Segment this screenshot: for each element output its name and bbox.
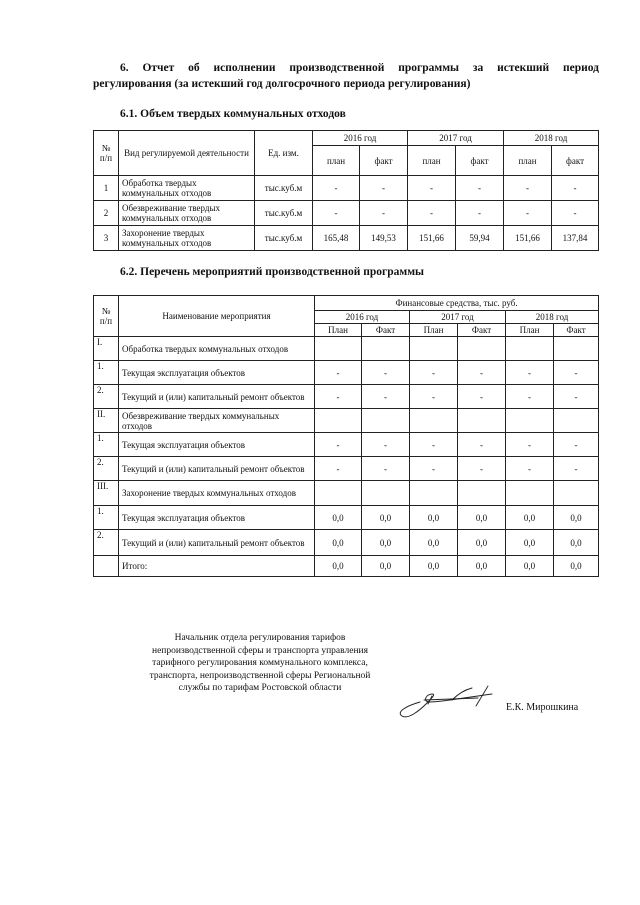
header-fact: факт bbox=[552, 146, 599, 176]
cell-value bbox=[506, 337, 554, 361]
header-year: 2018 год bbox=[504, 131, 599, 146]
handwritten-signature bbox=[392, 680, 502, 722]
header-plan: план bbox=[504, 146, 552, 176]
cell-value bbox=[362, 481, 410, 506]
row-measure: Текущий и (или) капитальный ремонт объектов bbox=[119, 457, 315, 481]
header-plan: план bbox=[313, 146, 360, 176]
table-row bbox=[94, 506, 599, 530]
cell-value: - bbox=[554, 385, 599, 409]
program-measures-table bbox=[93, 295, 599, 577]
cell-value: 149,53 bbox=[360, 226, 408, 251]
table-row bbox=[94, 457, 599, 481]
row-num: 1. bbox=[94, 361, 119, 385]
row-num: III. bbox=[94, 481, 119, 506]
cell-value: - bbox=[458, 385, 506, 409]
cell-value bbox=[315, 481, 362, 506]
cell-value: - bbox=[410, 361, 458, 385]
cell-value: - bbox=[362, 457, 410, 481]
row-num: 2. bbox=[94, 385, 119, 409]
section-6-1-heading: 6.1. Объем твердых коммунальных отходов bbox=[120, 108, 346, 120]
row-measure: Текущий и (или) капитальный ремонт объектов bbox=[119, 385, 315, 409]
row-num: I. bbox=[94, 337, 119, 361]
signatory-name: Е.К. Мирошкина bbox=[506, 702, 579, 713]
row-unit: тыс.куб.м bbox=[255, 201, 313, 226]
cell-value: 0,0 bbox=[410, 556, 458, 577]
row-measure: Текущая эксплуатация объектов bbox=[119, 361, 315, 385]
cell-value bbox=[458, 337, 506, 361]
position-line: тарифного регулирования коммунального комплекса, bbox=[152, 658, 368, 668]
cell-value: - bbox=[504, 176, 552, 201]
position-line: непроизводственной сферы и транспорта управления bbox=[151, 645, 369, 656]
cell-value: - bbox=[408, 176, 456, 201]
row-num: 3 bbox=[94, 226, 119, 251]
table-row bbox=[94, 409, 599, 433]
cell-value: - bbox=[504, 201, 552, 226]
cell-value: - bbox=[408, 201, 456, 226]
cell-value: 0,0 bbox=[458, 556, 506, 577]
cell-value bbox=[554, 337, 599, 361]
row-unit: тыс.куб.м bbox=[255, 176, 313, 201]
cell-value: 165,48 bbox=[313, 226, 360, 251]
table-row bbox=[94, 385, 599, 409]
row-num: 2 bbox=[94, 201, 119, 226]
cell-value bbox=[410, 409, 458, 433]
cell-value bbox=[554, 481, 599, 506]
cell-value bbox=[410, 337, 458, 361]
cell-value: - bbox=[315, 433, 362, 457]
cell-value: - bbox=[554, 361, 599, 385]
cell-value: - bbox=[456, 201, 504, 226]
position-line: Начальник отдела регулирования тарифов bbox=[174, 633, 346, 643]
cell-value: 59,94 bbox=[456, 226, 504, 251]
header-plan: План bbox=[506, 324, 554, 337]
cell-value: - bbox=[410, 385, 458, 409]
position-line: транспорта, непроизводственной сферы Региональной bbox=[149, 670, 371, 681]
cell-value: - bbox=[506, 433, 554, 457]
header-plan: План bbox=[410, 324, 458, 337]
row-num: 1 bbox=[94, 176, 119, 201]
cell-value: 0,0 bbox=[458, 530, 506, 556]
header-unit: Ед. изм. bbox=[255, 131, 313, 176]
row-num: II. bbox=[94, 409, 119, 433]
table-row-total bbox=[94, 556, 599, 577]
header-plan: План bbox=[315, 324, 362, 337]
table-row bbox=[94, 481, 599, 506]
cell-value: - bbox=[552, 176, 599, 201]
header-year: 2016 год bbox=[315, 311, 410, 324]
cell-value: - bbox=[360, 201, 408, 226]
cell-value: - bbox=[313, 176, 360, 201]
row-measure: Текущая эксплуатация объектов bbox=[119, 506, 315, 530]
table-row bbox=[94, 433, 599, 457]
row-activity: Обработка твердых коммунальных отходов bbox=[119, 176, 255, 201]
cell-value: 151,66 bbox=[408, 226, 456, 251]
header-num: № п/п bbox=[94, 296, 119, 337]
header-plan: план bbox=[408, 146, 456, 176]
cell-value: 151,66 bbox=[504, 226, 552, 251]
waste-volume-table bbox=[93, 130, 599, 251]
row-activity: Захоронение твердых коммунальных отходов bbox=[119, 226, 255, 251]
row-num: 1. bbox=[94, 506, 119, 530]
cell-value: - bbox=[554, 457, 599, 481]
signatory-position bbox=[110, 632, 410, 695]
cell-value bbox=[315, 409, 362, 433]
cell-value: 0,0 bbox=[315, 506, 362, 530]
header-fact: Факт bbox=[554, 324, 599, 337]
header-fact: Факт bbox=[362, 324, 410, 337]
cell-value: - bbox=[506, 361, 554, 385]
header-finance: Финансовые средства, тыс. руб. bbox=[315, 296, 599, 311]
cell-value bbox=[506, 481, 554, 506]
cell-value bbox=[410, 481, 458, 506]
cell-value: 0,0 bbox=[506, 556, 554, 577]
cell-value: 0,0 bbox=[315, 530, 362, 556]
cell-value bbox=[554, 409, 599, 433]
cell-value: - bbox=[458, 433, 506, 457]
cell-value: 137,84 bbox=[552, 226, 599, 251]
cell-value: - bbox=[410, 457, 458, 481]
position-line: службы по тарифам Ростовской области bbox=[178, 683, 342, 693]
table-row bbox=[94, 176, 599, 201]
section-6-heading bbox=[93, 60, 599, 92]
cell-value: 0,0 bbox=[410, 506, 458, 530]
row-num: 1. bbox=[94, 433, 119, 457]
cell-value: 0,0 bbox=[506, 506, 554, 530]
cell-value: - bbox=[313, 201, 360, 226]
row-measure: Захоронение твердых коммунальных отходов bbox=[119, 481, 315, 506]
cell-value: - bbox=[362, 385, 410, 409]
row-measure: Текущая эксплуатация объектов bbox=[119, 433, 315, 457]
cell-value: - bbox=[506, 385, 554, 409]
header-year: 2016 год bbox=[313, 131, 408, 146]
row-num: 2. bbox=[94, 457, 119, 481]
cell-value: 0,0 bbox=[362, 530, 410, 556]
header-fact: факт bbox=[360, 146, 408, 176]
cell-value: 0,0 bbox=[506, 530, 554, 556]
table-row bbox=[94, 530, 599, 556]
header-activity: Вид регулируемой деятельности bbox=[119, 131, 255, 176]
row-num: 2. bbox=[94, 530, 119, 556]
row-activity: Обезвреживание твердых коммунальных отходов bbox=[119, 201, 255, 226]
cell-value: 0,0 bbox=[554, 530, 599, 556]
header-year: 2017 год bbox=[410, 311, 506, 324]
cell-value: - bbox=[362, 361, 410, 385]
cell-value: - bbox=[554, 433, 599, 457]
cell-value bbox=[362, 337, 410, 361]
header-measure-name: Наименование мероприятия bbox=[119, 296, 315, 337]
cell-value bbox=[315, 337, 362, 361]
header-fact: факт bbox=[456, 146, 504, 176]
table-row bbox=[94, 361, 599, 385]
cell-value: - bbox=[458, 457, 506, 481]
row-measure: Итого: bbox=[119, 556, 315, 577]
table-row bbox=[94, 226, 599, 251]
cell-value: - bbox=[315, 385, 362, 409]
cell-value: - bbox=[552, 201, 599, 226]
row-unit: тыс.куб.м bbox=[255, 226, 313, 251]
cell-value: - bbox=[315, 457, 362, 481]
cell-value: - bbox=[362, 433, 410, 457]
cell-value bbox=[458, 481, 506, 506]
cell-value: 0,0 bbox=[410, 530, 458, 556]
cell-value: - bbox=[456, 176, 504, 201]
table-row bbox=[94, 337, 599, 361]
cell-value: - bbox=[506, 457, 554, 481]
cell-value: 0,0 bbox=[458, 506, 506, 530]
section-6-heading-line-2: регулирования (за истекший год долгосрочного периода регулирования) bbox=[93, 78, 471, 90]
cell-value: 0,0 bbox=[554, 506, 599, 530]
header-year: 2018 год bbox=[506, 311, 599, 324]
cell-value: 0,0 bbox=[362, 506, 410, 530]
row-measure: Обработка твердых коммунальных отходов bbox=[119, 337, 315, 361]
cell-value: - bbox=[410, 433, 458, 457]
cell-value: - bbox=[458, 361, 506, 385]
row-measure: Текущий и (или) капитальный ремонт объектов bbox=[119, 530, 315, 556]
cell-value: 0,0 bbox=[554, 556, 599, 577]
cell-value bbox=[362, 409, 410, 433]
cell-value bbox=[506, 409, 554, 433]
header-num: № п/п bbox=[94, 131, 119, 176]
cell-value bbox=[458, 409, 506, 433]
section-6-2-heading: 6.2. Перечень мероприятий производственной программы bbox=[120, 266, 425, 278]
header-fact: Факт bbox=[458, 324, 506, 337]
cell-value: 0,0 bbox=[315, 556, 362, 577]
table-row bbox=[94, 201, 599, 226]
header-year: 2017 год bbox=[408, 131, 504, 146]
cell-value: - bbox=[315, 361, 362, 385]
cell-value: - bbox=[360, 176, 408, 201]
row-num bbox=[94, 556, 119, 577]
cell-value: 0,0 bbox=[362, 556, 410, 577]
section-6-heading-line-1: 6. Отчет об исполнении производственной программы за истекший период bbox=[120, 62, 599, 74]
row-measure: Обезвреживание твердых коммунальных отходов bbox=[119, 409, 315, 433]
